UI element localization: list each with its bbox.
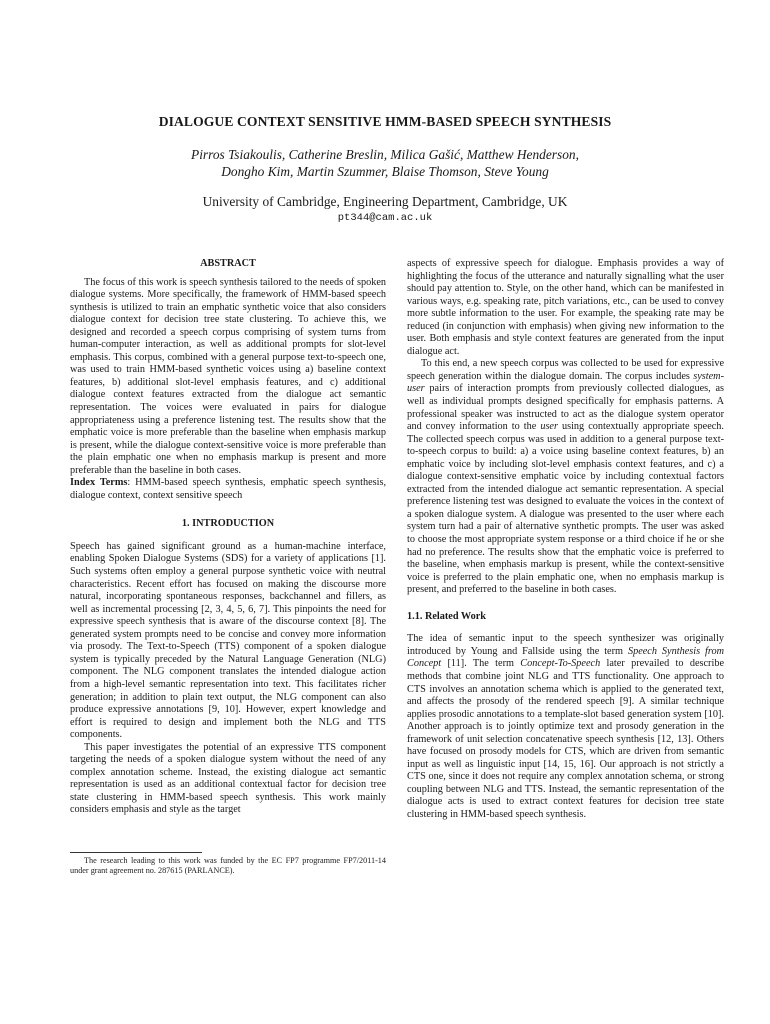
index-terms-label: Index Terms <box>70 477 128 489</box>
p3-text-b: [11]. The term <box>441 658 521 670</box>
right-paragraph-1: aspects of expressive speech for dialogue. Emphasis provides a way of highlighting the focus of the utterance and naturally signalling what the user should pay attention to. Style, on the other hand, which can be manifested in various ways, e.g. speaking rate, pitch variations, etc., can be used to convey more subtle information to the user. For example, the speaking rate may be reduced (in conjunction with emphasis) when giving new information to the user. Both emphasis and style context features are generated from the input dialogue act. <box>407 258 724 357</box>
right-paragraph-2 <box>407 358 724 596</box>
left-column <box>70 258 386 817</box>
footnote-rule <box>70 852 202 853</box>
right-column <box>407 258 724 822</box>
introduction-heading: 1. INTRODUCTION <box>181 518 275 530</box>
p3-text-c: later prevailed to describe methods that combine joint NLG and TTS functionality. One approach to CTS involves an annotation schema which is applied to the generated text, and affects the prosody of the rendered speech [9]. A similar technique applies prosodic annotations to a template-slot based generation system [10]. Another approach is to jointly optimize text and prosody generation in the framework of unit selection concatenative speech synthesis [12, 13]. Others have focused on prosody models for CTS, which are driven from semantic input as well as linguistic input [14, 15, 16]. Our approach is not strictly a CTS one, since it does not require any complex annotation schema, or strong coupling between NLG and TTS. Instead, the semantic representation of the dialogue acts is used to extract context features for decision tree state clustering in HMM-based speech synthesis. <box>407 658 724 820</box>
footnote <box>70 856 386 877</box>
abstract-heading: ABSTRACT <box>200 258 256 269</box>
p3-emphasis-speech-synthesis-from-concept: Speech Synthesis from Concept <box>407 645 725 670</box>
abstract-text: The focus of this work is speech synthesis tailored to the needs of spoken dialogue systems. More specifically, the framework of HMM-based speech synthesis is utilized to train an emphatic synthetic voice that also considers dialogue context for decision tree state clustering. To achieve this, we designed and recorded a speech corpus comprising of system turns from human-computer interaction, as well as additional prompts for slot-level emphasis. This corpus, combined with a general purpose text-to-speech one, was used to train HMM-based synthetic voices using a) baseline context features, b) additional slot-level emphasis features, and c) additional dialogue context features extracted from the dialogue act semantic representation. The voices were evaluated in pairs for dialogue appropriateness using a preference listening test. The results show that the emphatic voice is more preferable than the baseline when emphasis markup is present, while the dialogue context-sensitive voice is more preferable than the plain emphatic one when no emphasis markup is present and more preferable than the baseline in both cases. <box>70 276 386 476</box>
paper-title: DIALOGUE CONTEXT SENSITIVE HMM-BASED SPEECH SYNTHESIS <box>158 114 612 129</box>
p3-text-a: The idea of semantic input to the speech synthesizer was originally introduced by Young and Fallside using the term <box>407 633 724 657</box>
affiliation: University of Cambridge, Engineering Department, Cambridge, UK <box>202 194 568 209</box>
author-email[interactable]: pt344@cam.ac.uk <box>337 212 433 224</box>
p3-emphasis-concept-to-speech: Concept-To-Speech <box>520 658 601 670</box>
p2-emphasis-system-user: system-user <box>407 370 724 395</box>
index-terms <box>70 477 386 502</box>
authors-line-1: Pirros Tsiakoulis, Catherine Breslin, Milica Gašić, Matthew Henderson, <box>191 147 579 162</box>
p2-text-a: To this end, a new speech corpus was collected to be used for expressive speech generation within the dialogue domain. The corpus includes <box>407 358 724 382</box>
p2-text-b: pairs of interaction prompts from previously collected dialogues, as well as individual prompts designed specifically for emphasis patterns. A professional speaker was instructed to act as the dialogue system operator and convey information to the <box>407 383 724 433</box>
p2-text-c: using contextually appropriate speech. The collected speech corpus was used in addition to a general purpose text-to-speech corpus to build: a) a voice using baseline context features, b) an emphatic voice by including slot-level emphasis context features, and c) a dialogue context-sensitive emphatic voice by including contextual factors extracted from the intended dialogue act semantic representation. A special preference listening test was designed to evaluate the voices in the context of a spoken dialogue system. A dialogue was presented to the user where each system turn had a pair of alternative synthetic prompts. The user was asked to choose the most appropriate system response or a third choice if he or she had no preference. The results show that the emphatic voice is preferred to the baseline, when emphasis markup is present, while the context-sensitive voice is preferred to the plain emphatic one, when no emphasis markup is present, and preferred to the baseline in both cases. <box>407 421 724 596</box>
authors-line-2: Dongho Kim, Martin Szummer, Blaise Thomson, Steve Young <box>221 164 549 179</box>
related-work-paragraph <box>407 633 724 821</box>
related-work-heading: 1.1. Related Work <box>407 610 486 622</box>
funding-footnote: The research leading to this work was funded by the EC FP7 programme FP7/2011-14 under grant agreement no. 287615 (PARLANCE). <box>70 856 386 876</box>
author-list <box>0 146 770 180</box>
intro-paragraph-2: This paper investigates the potential of an expressive TTS component targeting the needs of a spoken dialogue system without the need of any complex annotation scheme. Instead, the existing dialogue act semantic representation is used as an additional contextual factor for decision tree state clustering in HMM-based speech synthesis. This work mainly considers emphasis and style as the target <box>70 741 386 816</box>
p2-emphasis-user: user <box>540 421 558 433</box>
intro-paragraph-1: Speech has gained significant ground as a human-machine interface, enabling Spoken Dialogue Systems (SDS) for a variety of applications [1]. Such systems often employ a general purpose synthetic voice with neutral characteristics. Recent effort has focused on making the discourse more natural, incorporating spontaneous responses, backchannel and fillers, as well as incremental processing [2, 3, 4, 5, 6, 7]. This pinpoints the need for expressive speech synthesis that is aware of the discourse context [8]. The generated system prompts need to be concise and convey more information via prosody. The Text-to-Speech (TTS) component of a spoken dialogue system is typically preceded by the Natural Language Generation (NLG) component. The NLG component translates the intended dialogue action from a high-level semantic representation into text. This facilitates richer generation; in addition to plain text output, the NLG component can also produce expressive annotations [9, 10]. However, expert knowledge and effort is required to design and implement both the NLG and TTS components. <box>70 540 386 741</box>
index-terms-text: : HMM-based speech synthesis, emphatic speech synthesis, dialogue context, context sensitive speech <box>70 477 387 501</box>
